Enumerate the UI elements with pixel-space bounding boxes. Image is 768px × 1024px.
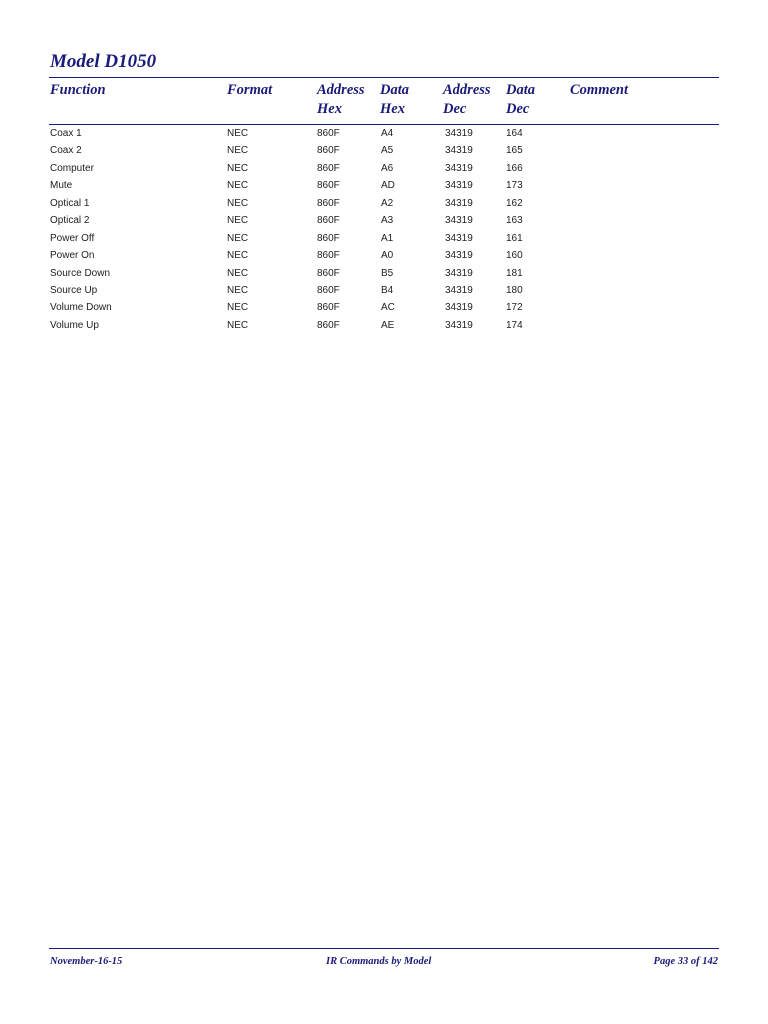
cell-format: NEC [227, 215, 249, 227]
cell-address-dec: 34319 [445, 197, 473, 209]
cell-function: Computer [50, 162, 94, 174]
cell-address-hex: 860F [317, 128, 340, 139]
column-header-address-hex: Address Hex [317, 82, 365, 117]
cell-data-dec: 180 [506, 284, 523, 296]
cell-data-hex: AE [381, 319, 395, 331]
column-header-comment: Comment [570, 82, 629, 98]
table-row [0, 266, 768, 283]
cell-data-dec: 172 [506, 302, 523, 314]
cell-data-hex: A4 [381, 128, 394, 139]
cell-address-dec: 34319 [445, 232, 473, 244]
cell-data-dec: 162 [506, 197, 523, 209]
cell-address-hex: 860F [317, 215, 340, 227]
cell-format: NEC [227, 302, 249, 314]
cell-data-dec: 161 [506, 232, 523, 244]
cell-address-dec: 34319 [445, 302, 473, 314]
cell-address-hex: 860F [317, 302, 340, 314]
table-row [0, 196, 768, 213]
table-row [0, 213, 768, 230]
cell-function: Coax 2 [50, 145, 82, 157]
column-header-address-dec: Address Dec [443, 82, 491, 117]
cell-data-hex: AD [381, 180, 395, 192]
cell-data-dec: 165 [506, 145, 523, 157]
cell-function: Volume Down [50, 302, 112, 314]
cell-data-hex: A6 [381, 162, 394, 174]
cell-data-hex: AC [381, 302, 395, 314]
cell-address-dec: 34319 [445, 180, 473, 192]
footer-page-number: Page 33 of 142 [653, 956, 718, 967]
cell-function: Optical 2 [50, 215, 90, 227]
cell-format: NEC [227, 128, 249, 139]
footer-doc-title: IR Commands by Model [326, 956, 432, 967]
cell-data-hex: B4 [381, 284, 394, 296]
table-row [0, 283, 768, 300]
cell-address-hex: 860F [317, 284, 340, 296]
cell-address-dec: 34319 [445, 267, 473, 279]
cell-address-dec: 34319 [445, 145, 473, 157]
cell-data-hex: B5 [381, 267, 394, 279]
cell-address-dec: 34319 [445, 250, 473, 262]
cell-address-hex: 860F [317, 162, 340, 174]
table-body [0, 126, 768, 335]
cell-data-hex: A0 [381, 250, 394, 262]
cell-address-hex: 860F [317, 319, 340, 331]
table-row [0, 300, 768, 317]
table-row [0, 248, 768, 265]
header-rule-top [49, 77, 719, 78]
footer-date: November-16-15 [50, 956, 123, 967]
cell-data-dec: 164 [506, 128, 523, 139]
cell-format: NEC [227, 180, 249, 192]
cell-data-dec: 181 [506, 267, 523, 279]
cell-format: NEC [227, 197, 249, 209]
cell-data-hex: A1 [381, 232, 394, 244]
cell-function: Coax 1 [50, 128, 82, 139]
cell-function: Source Down [50, 267, 111, 279]
cell-address-hex: 860F [317, 145, 340, 157]
column-header-format: Format [227, 82, 273, 98]
table-row [0, 178, 768, 195]
cell-function: Power Off [50, 232, 95, 244]
cell-address-dec: 34319 [445, 284, 473, 296]
cell-address-hex: 860F [317, 197, 340, 209]
cell-data-hex: A5 [381, 145, 394, 157]
cell-function: Volume Up [50, 319, 99, 331]
table-row [0, 143, 768, 160]
header-rule-bottom [49, 124, 719, 125]
cell-data-dec: 166 [506, 162, 523, 174]
cell-function: Optical 1 [50, 197, 90, 209]
table-row [0, 231, 768, 248]
column-header-data-hex: Data Hex [380, 82, 409, 117]
table-row [0, 318, 768, 335]
cell-data-hex: A2 [381, 197, 394, 209]
cell-format: NEC [227, 284, 249, 296]
cell-data-hex: A3 [381, 215, 394, 227]
cell-data-dec: 174 [506, 319, 523, 331]
cell-function: Mute [50, 180, 73, 192]
table-row [0, 126, 768, 143]
cell-function: Power On [50, 250, 95, 262]
cell-format: NEC [227, 232, 249, 244]
cell-address-hex: 860F [317, 267, 340, 279]
cell-format: NEC [227, 162, 249, 174]
cell-data-dec: 163 [506, 215, 523, 227]
cell-address-dec: 34319 [445, 215, 473, 227]
cell-address-dec: 34319 [445, 162, 473, 174]
cell-address-hex: 860F [317, 180, 340, 192]
cell-address-dec: 34319 [445, 319, 473, 331]
cell-address-hex: 860F [317, 232, 340, 244]
cell-address-hex: 860F [317, 250, 340, 262]
cell-format: NEC [227, 250, 249, 262]
footer-rule [49, 948, 719, 949]
column-header-function: Function [50, 82, 106, 98]
table-row [0, 161, 768, 178]
cell-format: NEC [227, 267, 249, 279]
cell-data-dec: 173 [506, 180, 523, 192]
cell-function: Source Up [50, 284, 98, 296]
column-header-data-dec: Data Dec [506, 82, 535, 117]
cell-data-dec: 160 [506, 250, 523, 262]
cell-format: NEC [227, 145, 249, 157]
cell-format: NEC [227, 319, 249, 331]
page-title: Model D1050 [50, 51, 157, 72]
cell-address-dec: 34319 [445, 128, 473, 139]
